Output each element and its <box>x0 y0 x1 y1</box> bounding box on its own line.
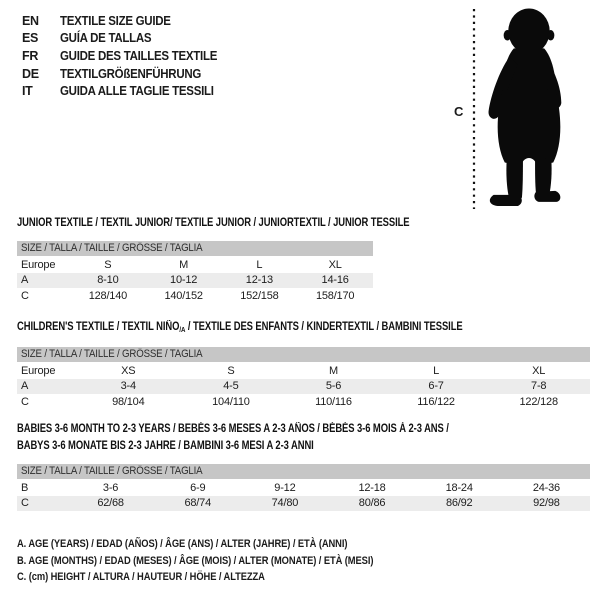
cell: 122/128 <box>519 395 558 408</box>
babies-size-table <box>17 464 590 511</box>
lang-row-es <box>22 30 231 48</box>
lang-row-it <box>22 82 231 100</box>
cell: 18-24 <box>445 481 473 494</box>
cell: 6-7 <box>428 380 444 393</box>
cell: 9-12 <box>274 481 296 494</box>
cell: M <box>329 364 338 377</box>
size-header-bar <box>17 464 590 479</box>
lang-code: FR <box>22 48 39 63</box>
cell: 80/86 <box>358 497 386 510</box>
cell: M <box>179 258 189 271</box>
lang-code: DE <box>22 66 39 81</box>
row-label: A <box>21 274 29 287</box>
lang-code: EN <box>22 13 39 28</box>
children-size-table <box>17 347 590 410</box>
cell: 62/68 <box>97 497 124 510</box>
footnote-legend <box>17 536 436 586</box>
size-header-text: SIZE / TALLA / TAILLE / GRÖSSE / TAGLIA <box>21 348 203 360</box>
cell: XS <box>121 364 136 377</box>
lang-title: GUIDA ALLE TAGLIE TESSILI <box>60 84 214 99</box>
baby-silhouette-icon <box>483 7 575 209</box>
lang-row-fr <box>22 47 231 65</box>
babies-table-title-line2: BABYS 3-6 MONATE BIS 2-3 JAHRE / BAMBINI 3-6 MESI A 2-3 ANNI <box>17 440 314 452</box>
cell: 4-5 <box>223 380 239 393</box>
lang-title: GUIDE DES TAILLES TEXTILE <box>60 48 218 63</box>
lang-code: ES <box>22 31 39 46</box>
cell: 140/152 <box>164 289 203 302</box>
cell: S <box>227 364 235 377</box>
footnote-c: C. (cm) HEIGHT / ALTURA / HAUTEUR / HÖHE / ALTEZZA <box>17 571 265 584</box>
table-row <box>17 273 373 289</box>
cell: L <box>433 364 440 377</box>
junior-size-table <box>17 241 373 304</box>
row-label: C <box>21 497 29 510</box>
lang-title: TEXTILE SIZE GUIDE <box>60 13 171 28</box>
lang-title: GUÍA DE TALLAS <box>60 31 152 46</box>
row-label: C <box>21 289 29 302</box>
cell: 152/158 <box>240 289 279 302</box>
cell: 7-8 <box>531 380 547 393</box>
children-title-subscript: /A <box>179 325 186 334</box>
size-header-text: SIZE / TALLA / TAILLE / GRÖSSE / TAGLIA <box>21 465 203 477</box>
row-label: Europe <box>21 258 56 271</box>
row-label: B <box>21 481 29 494</box>
children-table-title <box>17 321 463 334</box>
cell: 116/122 <box>417 395 455 408</box>
cell: 5-6 <box>325 380 342 393</box>
cell: L <box>256 258 263 271</box>
cell: 10-12 <box>170 274 198 287</box>
cell: 12-13 <box>245 274 273 287</box>
row-label: A <box>21 380 29 393</box>
lang-code: IT <box>22 84 33 99</box>
babies-table-title-line1: BABIES 3-6 MONTH TO 2-3 YEARS / BEBÉS 3-6 MESES A 2-3 AÑOS / BÉBÉS 3-6 MOIS À 2-3 ANS / <box>17 423 449 435</box>
cell: 98/104 <box>112 395 145 408</box>
table-row <box>17 257 373 273</box>
cell: 14-16 <box>321 274 349 287</box>
language-title-list <box>22 12 231 100</box>
cell: 128/140 <box>88 289 128 302</box>
lang-row-de <box>22 65 231 83</box>
cell: 3-6 <box>102 481 119 494</box>
table-row <box>17 363 590 379</box>
cell: 68/74 <box>184 497 211 510</box>
size-header-text: SIZE / TALLA / TAILLE / GRÖSSE / TAGLIA <box>21 242 203 254</box>
table-row <box>17 496 590 512</box>
cell: XL <box>328 258 342 271</box>
cell: 74/80 <box>271 497 299 510</box>
height-measure-label: C <box>454 104 464 119</box>
lang-row-en <box>22 12 231 30</box>
cell: XL <box>532 364 546 377</box>
cell: 6-9 <box>190 481 206 494</box>
children-title-pre: CHILDREN'S TEXTILE / TEXTIL NIÑO <box>17 321 180 333</box>
table-row <box>17 379 590 395</box>
table-row <box>17 288 373 304</box>
size-header-bar <box>17 241 373 256</box>
cell: 8-10 <box>97 274 119 287</box>
cell: 86/92 <box>445 497 473 510</box>
footnote-a: A. AGE (YEARS) / EDAD (AÑOS) / ÂGE (ANS) / ALTER (JAHRE) / ETÀ (ANNI) <box>17 538 348 550</box>
size-header-bar <box>17 347 590 362</box>
row-label: Europe <box>21 364 56 377</box>
cell: 92/98 <box>533 497 560 510</box>
cell: 158/170 <box>315 289 355 302</box>
footnote-b: B. AGE (MONTHS) / EDAD (MESES) / ÂGE (MOIS) / ALTER (MONATE) / ETÀ (MESI) <box>17 554 374 567</box>
cell: 12-18 <box>358 481 386 494</box>
cell: 3-4 <box>120 380 136 393</box>
cell: 24-36 <box>532 481 560 494</box>
table-row <box>17 480 590 496</box>
junior-table-title: JUNIOR TEXTILE / TEXTIL JUNIOR/ TEXTILE JUNIOR / JUNIORTEXTIL / JUNIOR TESSILE <box>17 217 410 229</box>
children-title-post: / TEXTILE DES ENFANTS / KINDERTEXTIL / BAMBINI TESSILE <box>185 321 463 333</box>
height-dotted-line <box>472 9 476 209</box>
lang-title: TEXTILGRÖßENFÜHRUNG <box>60 66 202 81</box>
table-row <box>17 394 590 410</box>
cell: 110/116 <box>315 395 352 408</box>
cell: S <box>104 258 112 271</box>
cell: 104/110 <box>212 395 250 408</box>
row-label: C <box>21 395 29 408</box>
